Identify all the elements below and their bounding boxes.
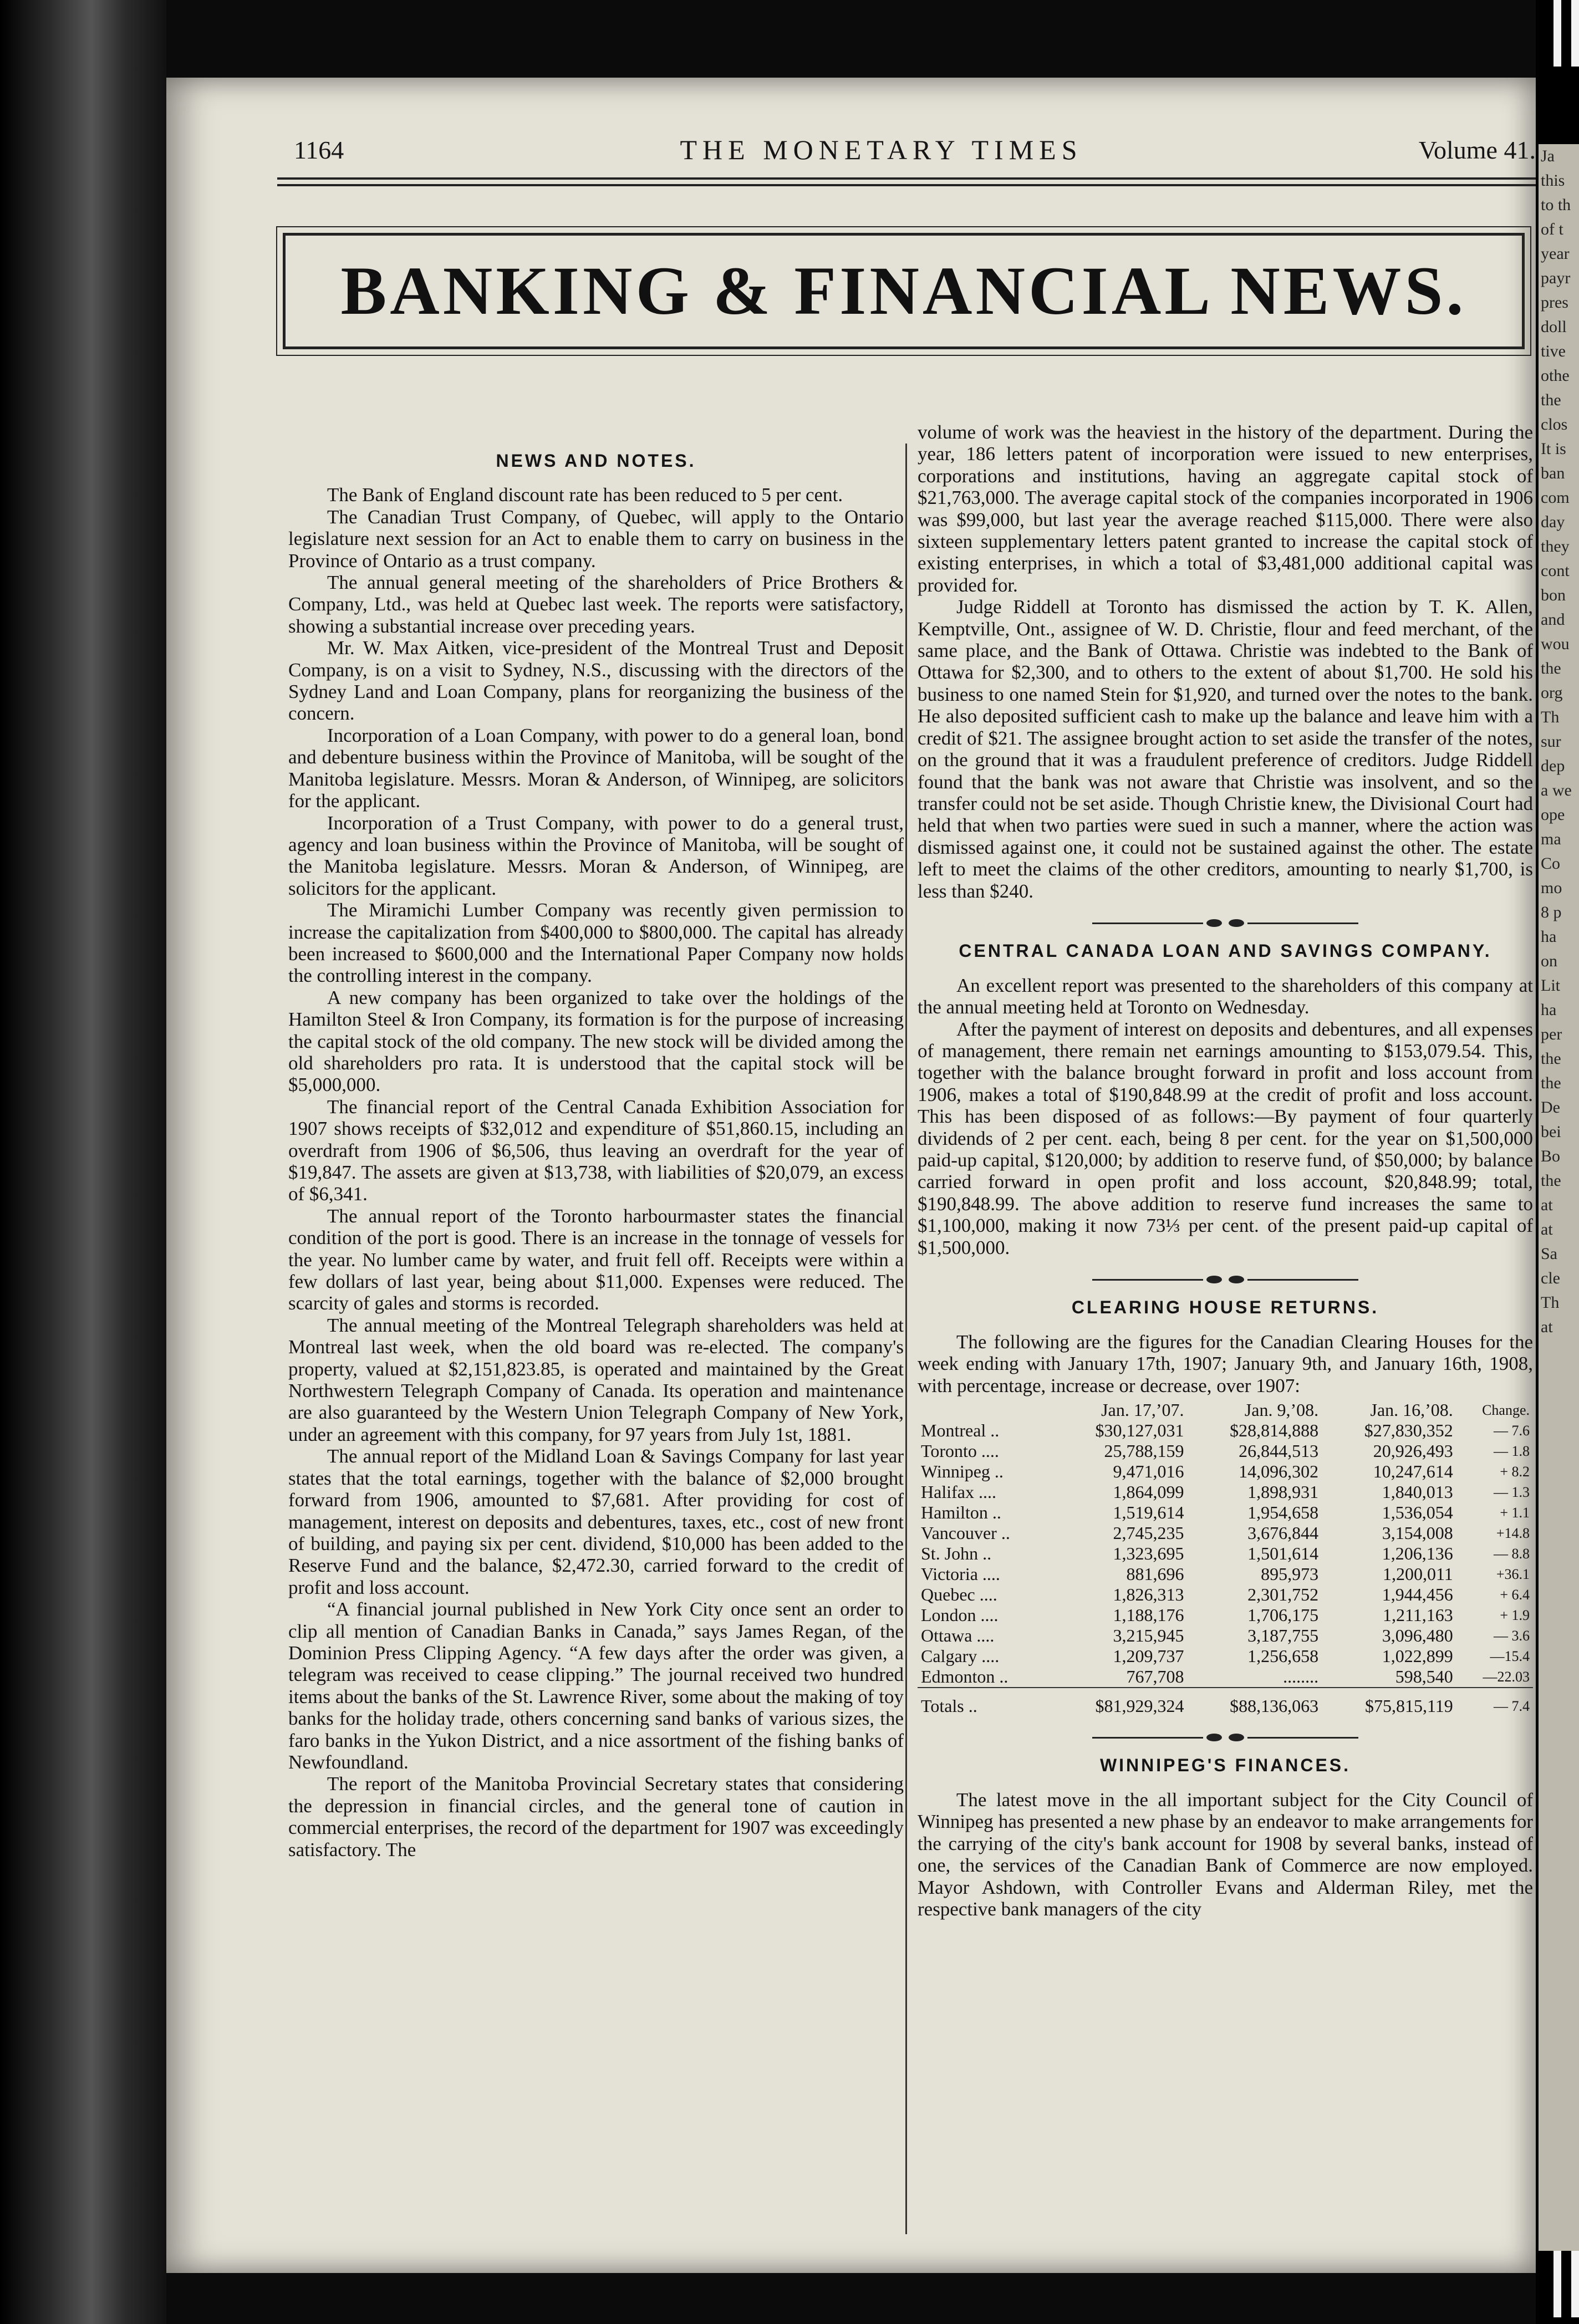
city-cell: Ottawa .... (921, 1625, 995, 1646)
value-cell: 20,926,493 (1373, 1441, 1453, 1461)
value-cell: 1,501,614 (1247, 1543, 1319, 1564)
table-header-row (918, 1400, 1533, 1420)
city-cell: Winnipeg .. (921, 1461, 1004, 1482)
adjacent-page-fragment: cont (1541, 562, 1570, 580)
city-cell: Totals .. (918, 1688, 1053, 1716)
adjacent-page-fragment: they (1541, 537, 1570, 555)
value-cell: 895,973 (1261, 1564, 1319, 1584)
table-row (918, 1543, 1533, 1564)
adjacent-page-fragment: Th (1541, 708, 1560, 726)
value-cell: 1,840,013 (1382, 1482, 1453, 1502)
adjacent-page-fragment: of t (1541, 220, 1563, 238)
value-cell: 2,745,235 (1113, 1523, 1184, 1543)
value-cell: 3,154,008 (1382, 1523, 1453, 1543)
section-ornament (918, 1725, 1533, 1747)
news-item: The annual general meeting of the shareholders of Price Brothers & Company, Ltd., was held at Quebec last week. The reports were satisfactory, showing a substantial increase over preceding years. (288, 572, 904, 637)
value-cell: 1,200,011 (1382, 1564, 1453, 1584)
value-cell: 1,536,054 (1382, 1502, 1453, 1523)
table-row (918, 1482, 1533, 1502)
adjacent-page-fragment: the (1541, 1171, 1561, 1190)
news-item: The annual report of the Midland Loan & Savings Company for last year states that the total earnings, together with the balance of $2,000 brought forward from 1906, amounted to $7,681. After providing for cost of management, interest on deposits and debentures, taxes, etc., cost of new front of building, and paying six per cent. dividend, $10,000 has been added to the Reserve Fund and the balance, $2,472.30, carried forward to the credit of profit and loss account. (288, 1445, 904, 1598)
adjacent-page-fragment: year (1541, 244, 1570, 263)
section-banner: BANKING & FINANCIAL NEWS. (340, 253, 1467, 329)
city-cell: Edmonton .. (921, 1666, 1008, 1687)
value-cell: 598,540 (1395, 1666, 1453, 1687)
adjacent-page-fragment: and (1541, 610, 1565, 629)
value-cell: 767,708 (1126, 1666, 1184, 1687)
change-cell: — 8.8 (1494, 1546, 1530, 1562)
change-cell: — 3.6 (1494, 1628, 1530, 1644)
adjacent-page-fragment: this (1541, 171, 1565, 190)
change-cell: —15.4 (1490, 1648, 1530, 1665)
news-item: Incorporation of a Loan Company, with power to do a general loan, bond and debenture business within the Province of Manitoba, will be sought of the Manitoba legislature. Messrs. Moran & Anderson, of Winnipeg, are solicitors for the applicant. (288, 724, 904, 812)
table-row (918, 1461, 1533, 1482)
city-cell: Calgary .... (921, 1646, 1000, 1666)
adjacent-page-fragment: Ja (1541, 147, 1555, 165)
right-column (918, 421, 1533, 1920)
adjacent-page-fragment: at (1541, 1196, 1553, 1214)
table-row (918, 1523, 1533, 1543)
city-cell: London .... (921, 1605, 999, 1625)
change-cell: — 1.8 (1494, 1443, 1530, 1460)
adjacent-page-fragment: Sa (1541, 1245, 1557, 1263)
adjacent-page-fragment: ma (1541, 830, 1561, 848)
central-canada-heading: CENTRAL CANADA LOAN AND SAVINGS COMPANY. (959, 941, 1492, 961)
column-header: Change. (1482, 1402, 1530, 1419)
adjacent-page-fragment: ha (1541, 1001, 1557, 1019)
news-item: The Miramichi Lumber Company was recently given permission to increase the capitalization from $400,000 to $800,000. The capital has already been increased to $600,000 and the International Paper Company now holds the controlling interest in the company. (288, 899, 904, 987)
adjacent-page-fragment: bon (1541, 586, 1566, 604)
table-row (918, 1502, 1533, 1523)
value-cell: 10,247,614 (1373, 1461, 1453, 1482)
change-cell: +36.1 (1496, 1566, 1530, 1583)
value-cell: 1,706,175 (1247, 1605, 1319, 1625)
table-row (918, 1605, 1533, 1625)
change-cell: + 1.1 (1500, 1505, 1530, 1521)
adjacent-page-fragment: Lit (1541, 976, 1560, 995)
city-cell: Toronto .... (921, 1441, 999, 1461)
adjacent-page-fragment: mo (1541, 879, 1562, 897)
value-cell: ........ (1283, 1666, 1319, 1687)
adjacent-page-fragment: wou (1541, 635, 1570, 653)
news-item: The annual meeting of the Montreal Telegraph shareholders was held at Montreal last week, when the old board was re-elected. The company's property, valued at $2,151,823.85, is operated and maintained by the Great Northwestern Telegraph Company of Canada. Its operation and maintenance are also guaranteed by the Western Union Telegraph Company of New York, under an agreement with this company, for 97 years from July 1st, 1881. (288, 1314, 904, 1445)
news-item: Incorporation of a Trust Company, with power to do a general trust, agency and loan business within the Province of Manitoba, will be sought of the Manitoba legislature. Messrs. Moran & Anderson, of Winnipeg, are solicitors for the applicant. (288, 812, 904, 899)
header-rule (277, 184, 1541, 186)
adjacent-page-fragment: doll (1541, 318, 1567, 336)
change-cell: + 8.2 (1500, 1464, 1530, 1480)
table-row (918, 1625, 1533, 1646)
article-paragraph: An excellent report was presented to the shareholders of this company at the annual meeting held at Toronto on Wednesday. (918, 974, 1533, 1018)
value-cell: 26,844,513 (1239, 1441, 1319, 1461)
value-cell: $75,815,119 (1322, 1688, 1456, 1716)
adjacent-page-fragment: It is (1541, 440, 1566, 458)
news-item: A new company has been organized to take over the holdings of the Hamilton Steel & Iron Company, its formation is for the purpose of increasing the capital stock of the old company. The new stock will be divided among the old shareholders pro rata. It is understood that the capital stock will be $5,000,000. (288, 986, 904, 1096)
change-cell: — 7.4 (1456, 1688, 1533, 1716)
adjacent-page-fragment: to th (1541, 196, 1571, 214)
adjacent-page-fragment: Co (1541, 854, 1561, 873)
adjacent-page-fragment: clos (1541, 415, 1568, 434)
adjacent-page-fragment: the (1541, 1074, 1561, 1092)
value-cell: $27,830,352 (1364, 1420, 1453, 1441)
city-cell: St. John .. (921, 1543, 992, 1564)
table-row (918, 1564, 1533, 1584)
value-cell: 1,188,176 (1113, 1605, 1184, 1625)
adjacent-page-fragment: org (1541, 684, 1563, 702)
news-item: The Bank of England discount rate has been reduced to 5 per cent. (327, 484, 843, 506)
value-cell: 3,215,945 (1113, 1625, 1184, 1646)
news-item: Mr. W. Max Aitken, vice-president of the Montreal Trust and Deposit Company, is on a visit to Sydney, N.S., discussing with the directors of the Sydney Land and Loan Company, plans for reorganizing the business of the concern. (288, 637, 904, 725)
adjacent-page-fragment: the (1541, 391, 1561, 409)
adjacent-page-fragment: 8 p (1541, 903, 1562, 921)
adjacent-page-fragment: tive (1541, 342, 1566, 360)
value-cell: 3,096,480 (1382, 1625, 1453, 1646)
table-row (918, 1420, 1533, 1441)
adjacent-page-fragment: ban (1541, 464, 1565, 482)
value-cell: 1,954,658 (1247, 1502, 1319, 1523)
winnipeg-heading: WINNIPEG'S FINANCES. (1099, 1755, 1351, 1776)
adjacent-page-fragment: Bo (1541, 1147, 1561, 1165)
adjacent-page-fragment: cle (1541, 1269, 1560, 1287)
city-cell: Hamilton .. (921, 1502, 1001, 1523)
table-row (918, 1584, 1533, 1605)
adjacent-page-fragment: at (1541, 1220, 1553, 1239)
clearing-house-intro: The following are the figures for the Canadian Clearing Houses for the week ending with January 17th, 1907; January 9th, and January 16th, 1908, with percentage, increase or decrease, over 1907: (918, 1331, 1533, 1397)
value-cell: $30,127,031 (1095, 1420, 1184, 1441)
header-rule (277, 177, 1541, 180)
value-cell: 1,898,931 (1247, 1482, 1319, 1502)
value-cell: 1,209,737 (1113, 1646, 1184, 1666)
column-divider (905, 444, 907, 2234)
clearing-house-table (918, 1400, 1533, 1716)
value-cell: 881,696 (1126, 1564, 1184, 1584)
value-cell: 1,519,614 (1113, 1502, 1184, 1523)
banner-frame (283, 233, 1525, 349)
change-cell: — 7.6 (1494, 1423, 1530, 1439)
book-binding (0, 0, 166, 2324)
column-header: Jan. 17,’07. (1101, 1400, 1184, 1420)
value-cell: 1,826,313 (1113, 1584, 1184, 1605)
value-cell: 1,206,136 (1382, 1543, 1453, 1564)
city-cell: Halifax .... (921, 1482, 996, 1502)
news-item: The financial report of the Central Canada Exhibition Association for 1907 shows receipts of $32,012 and expenditure of $51,860.15, including an overdraft from 1906 of $6,506, thus leaving an overdraft for the year of $19,847. The assets are given at $13,738, with liabilities of $20,079, an excess of $6,341. (288, 1095, 904, 1205)
value-cell: 1,323,695 (1113, 1543, 1184, 1564)
section-ornament (918, 1267, 1533, 1289)
adjacent-page-fragment: bei (1541, 1123, 1561, 1141)
value-cell: 1,211,163 (1382, 1605, 1453, 1625)
adjacent-page-fragment: De (1541, 1098, 1560, 1117)
value-cell: 1,022,899 (1382, 1646, 1453, 1666)
table-totals-row (918, 1688, 1533, 1716)
adjacent-page-fragment: day (1541, 513, 1565, 531)
adjacent-page-fragment: ope (1541, 806, 1565, 824)
adjacent-page-fragment: the (1541, 1049, 1561, 1068)
article-paragraph: The latest move in the all important subject for the City Council of Winnipeg has presented a new phase by an endeavor to make arrangements for the carrying of the city's bank account for 1908 by several banks, instead of one, the services of the Canadian Bank of Commerce are now employed. Mayor Ashdown, with Controller Evans and Alderman Riley, met the respective bank managers of the city (918, 1788, 1533, 1920)
value-cell: 25,788,159 (1104, 1441, 1184, 1461)
scan-marks (1546, 2251, 1579, 2317)
adjacent-page-fragment: ha (1541, 927, 1557, 946)
value-cell: 1,944,456 (1382, 1584, 1453, 1605)
news-item: The report of the Manitoba Provincial Secretary states that considering the depression in financial circles, and the general tone of caution in commercial enterprises, the record of the department for 1907 was exceedingly satisfactory. The (288, 1773, 904, 1861)
change-cell: — 1.3 (1494, 1484, 1530, 1501)
left-column (288, 444, 904, 1861)
volume-label: Volume 41. (1418, 135, 1536, 164)
value-cell: $88,136,063 (1187, 1688, 1322, 1716)
value-cell: 14,096,302 (1239, 1461, 1319, 1482)
news-item: The annual report of the Toronto harbourmaster states the financial condition of the port is good. There is an increase in the tonnage of vessels for the year. No lumber came by water, and fruit fell off. Receipts were within a few dollars of last year, being about $11,000. Expenses were reduced. The scarcity of gales and storms is recorded. (288, 1205, 904, 1314)
value-cell: 2,301,752 (1247, 1584, 1319, 1605)
column-header: Jan. 16,’08. (1370, 1400, 1453, 1420)
adjacent-page-fragment: sur (1541, 732, 1561, 751)
value-cell: 3,676,844 (1247, 1523, 1319, 1543)
adjacent-page-fragment: at (1541, 1318, 1553, 1336)
running-header (294, 128, 1536, 172)
adjacent-page-fragment: Th (1541, 1293, 1560, 1312)
change-cell: —22.03 (1483, 1669, 1530, 1685)
city-cell: Victoria .... (921, 1564, 1000, 1584)
newspaper-page (166, 78, 1536, 2273)
clearing-house-heading: CLEARING HOUSE RETURNS. (1071, 1297, 1379, 1318)
news-item: “A financial journal published in New York City once sent an order to clip all mention of Canadian Banks in Canada,” says James Regan, of the Dominion Press Clipping Agency. “A few days after the order was given, a telegram was received to cease clipping.” The journal received two hundred items about the banks of the St. Lawrence River, some about the making of toy banks for the holiday trade, others concerning sand banks of various sizes, the faro banks in the Yukon District, and a nice assortment of the fishing banks of Newfoundland. (288, 1598, 904, 1773)
adjacent-page-fragment: dep (1541, 757, 1565, 775)
adjacent-page-fragment: othe (1541, 366, 1570, 385)
news-item: Judge Riddell at Toronto has dismissed the action by T. K. Allen, Kemptville, Ont., assignee of W. D. Christie, flour and feed merchant, of the same place, and the Bank of Ottawa. Christie was indebted to the Bank of Ottawa for $2,300, and to others to the extent of about $1,700. He sold his business to one named Stein for $1,920, and turned over the notes to the bank. He also deposited sufficient cash to make up the balance and leave him with a credit of $21. The assignee brought action to set aside the transfer of the notes, on the ground that it was a fraudulent preference of creditors. Judge Riddell found that the bank was not aware that Christie was insolvent, and so the transfer could not be set aside. Though Christie knew, the Divisional Court had held that when two parties were sued in such a manner, where the action was dismissed against one, it could not be sustained against the other. The estate left to meet the claims of the other creditors, amounting to nearly $1,700, is less than $240. (918, 596, 1533, 902)
adjacent-page-fragment: the (1541, 659, 1561, 677)
city-cell: Quebec .... (921, 1584, 997, 1605)
value-cell: 3,187,755 (1247, 1625, 1319, 1646)
continued-text: volume of work was the heaviest in the history of the department. During the year, 186 letters patent of incorporation were issued to new enterprises, corporations and institutions, having an aggregate capital stock of $21,763,000. The average capital stock of the companies incorporated in 1906 was $99,000, but last year the average reached $115,000. There were also sixteen supplementary letters patent granted to increase the capital stock of existing enterprises, in which a total of $3,481,000 additional capital was provided for. (918, 421, 1533, 596)
column-header: Jan. 9,’08. (1244, 1400, 1319, 1420)
news-item: The Canadian Trust Company, of Quebec, will apply to the Ontario legislature next session for an Act to enable them to carry on business in the Province of Ontario as a trust company. (288, 506, 904, 572)
news-and-notes-heading: NEWS AND NOTES. (496, 451, 696, 471)
value-cell: 1,256,658 (1247, 1646, 1319, 1666)
adjacent-page-edge (1539, 144, 1579, 2251)
change-cell: + 1.9 (1500, 1607, 1530, 1624)
value-cell: $28,814,888 (1230, 1420, 1319, 1441)
city-cell: Montreal .. (921, 1420, 1000, 1441)
city-cell: Vancouver .. (921, 1523, 1010, 1543)
change-cell: + 6.4 (1500, 1587, 1530, 1603)
scan-marks (1546, 0, 1579, 67)
table-row (918, 1666, 1533, 1688)
article-paragraph: After the payment of interest on deposits and debentures, and all expenses of management, there remain net earnings amounting to $153,079.54. This, together with the balance brought forward in profit and loss account from 1906, makes a total of $190,848.99 at the credit of profit and loss account. This has been disposed of as follows:—By payment of four quarterly dividends of 2 per cent. each, being 8 per cent. for the year on $1,500,000 paid-up capital, $120,000; by addition to reserve fund, of $50,000; by balance carried forward in open profit and loss account, $20,848.99; total, $190,848.99. The above addition to reserve fund increases the same to $1,100,000, making it now 73⅓ per cent. of the present paid-up capital of $1,500,000. (918, 1018, 1533, 1258)
adjacent-page-fragment: on (1541, 952, 1557, 970)
section-ornament (918, 911, 1533, 932)
change-cell: +14.8 (1496, 1525, 1530, 1542)
value-cell: $81,929,324 (1053, 1688, 1188, 1716)
adjacent-page-fragment: payr (1541, 269, 1571, 287)
column-header (918, 1400, 1053, 1420)
page-number: 1164 (294, 135, 344, 164)
adjacent-page-fragment: per (1541, 1025, 1562, 1043)
value-cell: 1,864,099 (1113, 1482, 1184, 1502)
adjacent-page-fragment: a we (1541, 781, 1572, 799)
publication-title: THE MONETARY TIMES (680, 134, 1083, 165)
table-row (918, 1441, 1533, 1461)
adjacent-page-fragment: pres (1541, 293, 1568, 312)
table-row (918, 1646, 1533, 1666)
adjacent-page-fragment: com (1541, 488, 1570, 507)
value-cell: 9,471,016 (1113, 1461, 1184, 1482)
